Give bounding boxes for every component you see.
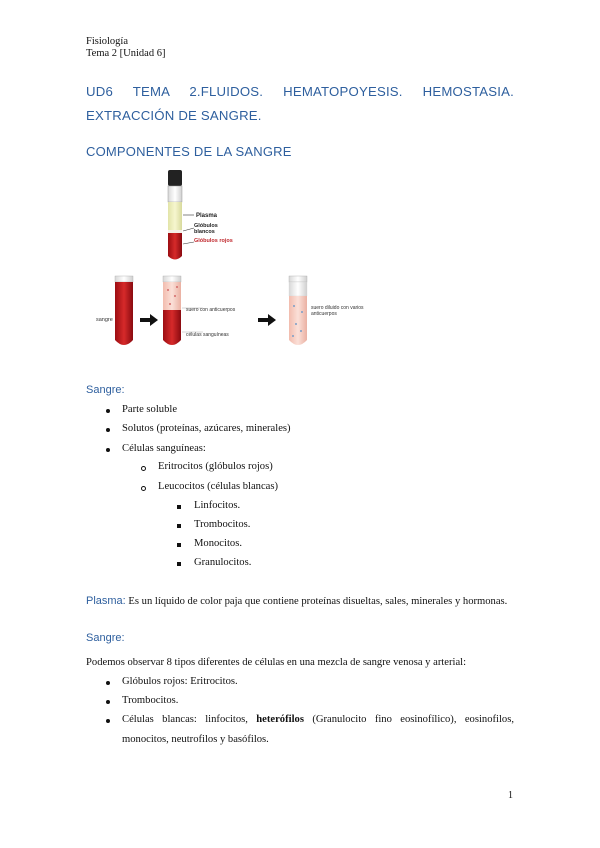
list-item: Células sanguíneas: (122, 443, 206, 454)
list-item: Leucocitos (células blancas) (158, 481, 279, 492)
diluted-serum-label: suero diluido con varios anticuerpos (311, 305, 364, 317)
plasma-label: Plasma: (86, 595, 126, 607)
red-cells-label: Glóbulos rojos (194, 238, 233, 244)
page-number: 1 (508, 790, 513, 801)
title-word: HEMATOPOYESIS. (283, 84, 403, 99)
bullet-icon (106, 428, 110, 432)
blancas-rest: (Granulocito fino eosinofílico), eosinofilos, (303, 714, 514, 725)
list-item: Glóbulos rojos: Eritrocitos. (122, 676, 238, 687)
plasma-text: Es un líquido de color paja que contiene proteínas disueltas, sales, minerales y hormonas. (128, 596, 508, 607)
list-item: Monocitos. (194, 538, 242, 549)
separated-tube (163, 276, 236, 345)
bullet-icon (106, 681, 110, 685)
list-item-blancas-line2: monocitos, neutrofilos y basófilos. (122, 734, 269, 745)
square-bullet-icon (177, 524, 181, 528)
diluted-tube (289, 276, 371, 345)
blood-cells-label: células sanguíneas (186, 332, 229, 338)
title-word: 2.FLUIDOS. (189, 84, 264, 99)
bullet-icon (106, 719, 110, 723)
blancas-prefix: Células blancas: linfocitos, (122, 714, 257, 725)
section-heading: COMPONENTES DE LA SANGRE (86, 144, 292, 159)
document-title-line1 (86, 84, 514, 99)
plasma-label: Plasma (196, 213, 218, 219)
bullet-icon (106, 448, 110, 452)
centrifuged-tube (168, 170, 234, 260)
list-item: Granulocitos. (194, 557, 252, 568)
white-cells-label: Glóbulos blancos (194, 223, 218, 235)
list-item: Eritrocitos (glóbulos rojos) (158, 461, 273, 472)
header-unit: Tema 2 [Unidad 6] (86, 48, 166, 59)
circle-bullet-icon (141, 486, 146, 491)
arrow-icon (140, 314, 158, 326)
list-item: Trombocitos. (122, 695, 179, 706)
bullet-icon (106, 409, 110, 413)
title-word: HEMOSTASIA. (422, 84, 514, 99)
arrow-icon (258, 314, 276, 326)
sangre-heading: Sangre: (86, 384, 125, 396)
list-item: Parte soluble (122, 404, 178, 415)
list-item-blancas (122, 714, 514, 725)
serum-antibodies-label: suero con anticuerpos (186, 307, 236, 313)
blood-components-figure (88, 168, 388, 353)
list-item: Solutos (proteínas, azúcares, minerales) (122, 423, 291, 434)
list-item: Trombocitos. (194, 519, 251, 530)
title-word: UD6 (86, 84, 113, 99)
square-bullet-icon (177, 562, 181, 566)
document-title-line2: EXTRACCIÓN DE SANGRE. (86, 108, 262, 123)
blancas-bold: heterófilos (256, 714, 304, 725)
sangre-heading-2: Sangre: (86, 632, 125, 644)
plasma-paragraph (86, 591, 514, 612)
blood-tube (96, 276, 133, 345)
circle-bullet-icon (141, 466, 146, 471)
header-subject: Fisiología (86, 36, 129, 47)
blood-label: sangre (96, 317, 113, 323)
list-item: Linfocitos. (194, 500, 241, 511)
square-bullet-icon (177, 505, 181, 509)
square-bullet-icon (177, 543, 181, 547)
title-word: TEMA (132, 84, 170, 99)
bullet-icon (106, 700, 110, 704)
sangre-intro: Podemos observar 8 tipos diferentes de células en una mezcla de sangre venosa y arterial: (86, 657, 467, 668)
